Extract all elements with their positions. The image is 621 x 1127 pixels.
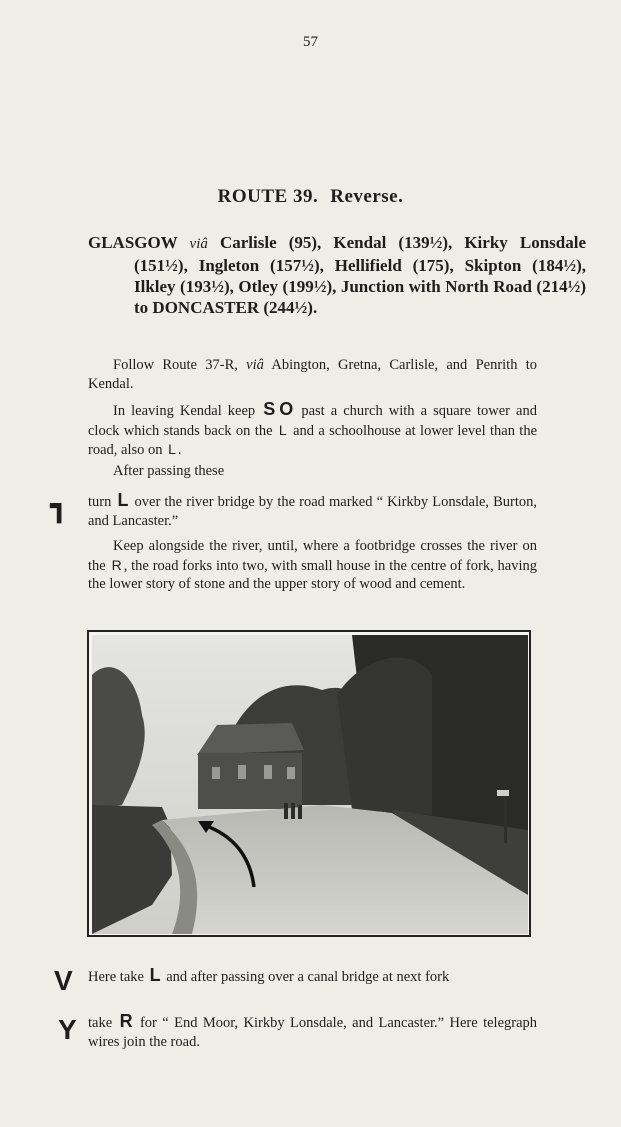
turn-left-symbol: ┓	[50, 490, 69, 523]
paragraph-take-left: Here take L and after passing over a canal bridge at next fork	[88, 965, 450, 985]
paragraph-leaving-kendal: In leaving Kendal keep S O past a church with a square tower and clock which stands back on the L and a schoolhouse at lower level than the road, also on L .	[88, 399, 538, 458]
route-heading	[88, 232, 586, 318]
sign-straight-on-o: O	[279, 399, 294, 419]
fork-symbol-v: V	[54, 965, 73, 996]
via-word: viâ	[189, 236, 208, 252]
route-direction: Reverse.	[330, 186, 404, 207]
paragraph-follow-route: Follow Route 37-R, viâ Abington, Gretna, Carlisle, and Penrith to Kendal.	[88, 357, 538, 392]
fork-symbol-y: Y	[58, 1014, 77, 1045]
route-start: GLASGOW	[88, 233, 178, 252]
route-stops: Carlisle (95), Kendal (139½), Kirky Lonsdale (151½), Ingleton (157½), Hellifield (175), Skipton (184½), Ilkley (193½), Otley (199½), Junction with North Road (214½) to DONCASTER (244½).	[134, 233, 587, 317]
route-title	[0, 186, 621, 208]
sign-left: L	[149, 965, 161, 985]
road-photo-illustration	[92, 635, 528, 934]
sign-right: R	[119, 1011, 133, 1031]
route-number: ROUTE 39.	[217, 186, 319, 207]
paragraph-keep-alongside: Keep alongside the river, until, where a footbridge crosses the river on the R , the road forks into two, with small house in the centre of fork, having the lower story of stone and the upper story of wood and cement.	[88, 538, 538, 592]
sign-left: L	[278, 421, 287, 438]
road-photograph	[87, 630, 531, 937]
sign-straight-on-s: S	[263, 399, 276, 419]
sign-left: L	[168, 441, 176, 457]
paragraph-after-passing: After passing these	[113, 463, 225, 479]
sign-right: R	[111, 556, 122, 573]
page-number: 57	[303, 34, 318, 50]
paragraph-turn-left: turn L over the river bridge by the road marked “ Kirkby Lonsdale, Burton, and Lancaster.”	[88, 490, 538, 529]
paragraph-take-right: take R for “ End Moor, Kirkby Lonsdale, and Lancaster.” Here telegraph wires join the road.	[88, 1011, 538, 1050]
sign-left: L	[117, 490, 129, 510]
